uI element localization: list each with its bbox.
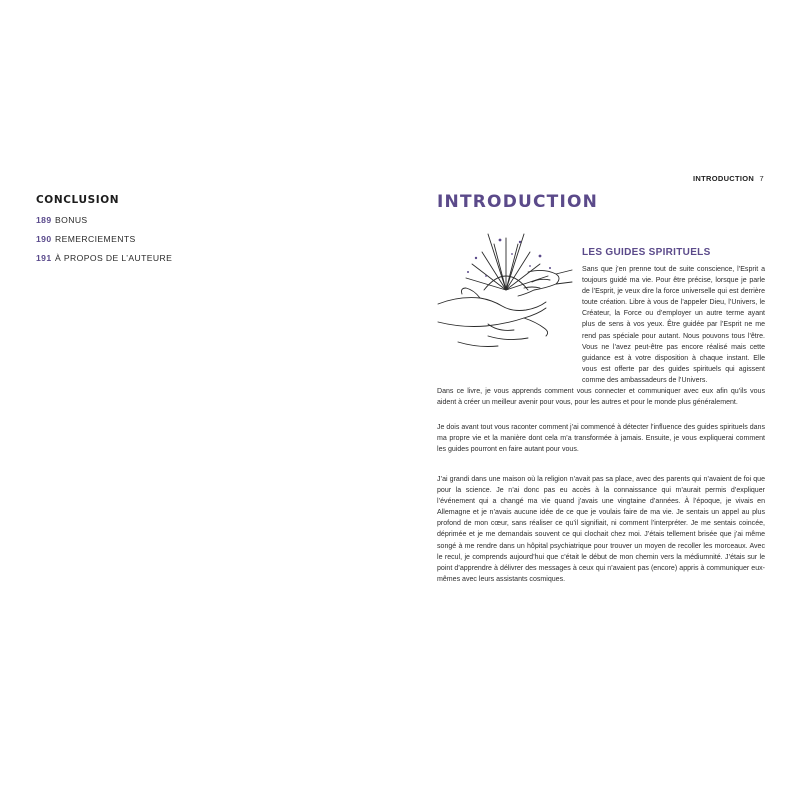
- right-page: [400, 0, 800, 800]
- toc-page-number: 189: [36, 215, 52, 225]
- paragraph: Dans ce livre, je vous apprends comment vous connecter et communiquer avec eux afin qu’ils vous aident à créer un meilleur avenir pour vous, pour les autres et pour le monde plus généralement.: [437, 388, 765, 407]
- toc-heading: CONCLUSION: [36, 194, 120, 206]
- toc-item: [36, 214, 172, 233]
- toc-list: [36, 214, 172, 271]
- toc-page-number: 190: [36, 234, 52, 244]
- paragraph: J’ai grandi dans une maison où la religion n’avait pas sa place, avec des parents qui n’avaient de foi que pour la science. Je n’ai donc pas eu accès à la connaissance qui m’aurait permis d’expliquer l’événement qui a changé ma vie quand j’avais une vingtaine d’années. À l’époque, je vivais en Allemagne et je n’avais aucune idée de ce que je voulais faire de ma vie. Je sentais un appel au plus profond de mon cœur, sans réaliser ce qu’il signifiait, ni comment l’interpréter. Je me sentais coincée, déprimée et je me demandais souvent ce qui clochait chez moi. J’étais tellement brisée que j’ai même songé à me rendre dans un hôpital psychiatrique pour trouver un moyen de recoller les morceaux. Avec le recul, je comprends aujourd’hui que c’était le début de mon chemin vers la médiumnité. J’étais sur le point d’apprendre à délivrer des messages à ceux qui n’avaient pas (encore) appris à communiquer eux-mêmes avec leurs assistants cosmiques.: [437, 476, 765, 583]
- hands-holding-light-icon: [428, 232, 574, 352]
- toc-page-number: 191: [36, 253, 52, 263]
- section-title: LES GUIDES SPIRITUELS: [582, 247, 711, 258]
- toc-item: [36, 252, 172, 271]
- toc-label: À PROPOS DE L’AUTEURE: [55, 253, 173, 263]
- toc-label: REMERCIEMENTS: [55, 234, 136, 244]
- running-head: [693, 174, 764, 183]
- chapter-title: INTRODUCTION: [437, 192, 599, 212]
- toc-item: [36, 233, 172, 252]
- paragraph: Je dois avant tout vous raconter comment j’ai commencé à détecter l’influence des guides spirituels dans ma propre vie et la manière dont cela m’a transformée à jamais. Ensuite, je vous expliquerai comment les guides pourront en faire autant pour vous.: [437, 424, 765, 454]
- paragraph: Sans que j’en prenne tout de suite conscience, l’Esprit a toujours guidé ma vie. Pour être précise, lorsque je parle de l’Esprit, je veux dire la force universelle qui est derrière toute création. Libre à vous de l’appeler Dieu, l’Univers, le Créateur, la Force ou d’employer un autre terme ayant plus de sens à vos yeux. Être guidée par l’Esprit ne me rend pas spéciale pour autant. Nous pouvons tous l’être. Vous ne l’avez peut-être pas encore réalisé mais cette guidance est à votre disposition à chaque instant. Elle vous est offerte par des guides spirituels qui agissent comme des ambassadeurs de l’Univers.: [582, 266, 765, 384]
- running-head-title: INTRODUCTION: [693, 174, 755, 183]
- page-number: 7: [759, 174, 764, 183]
- toc-label: BONUS: [55, 215, 88, 225]
